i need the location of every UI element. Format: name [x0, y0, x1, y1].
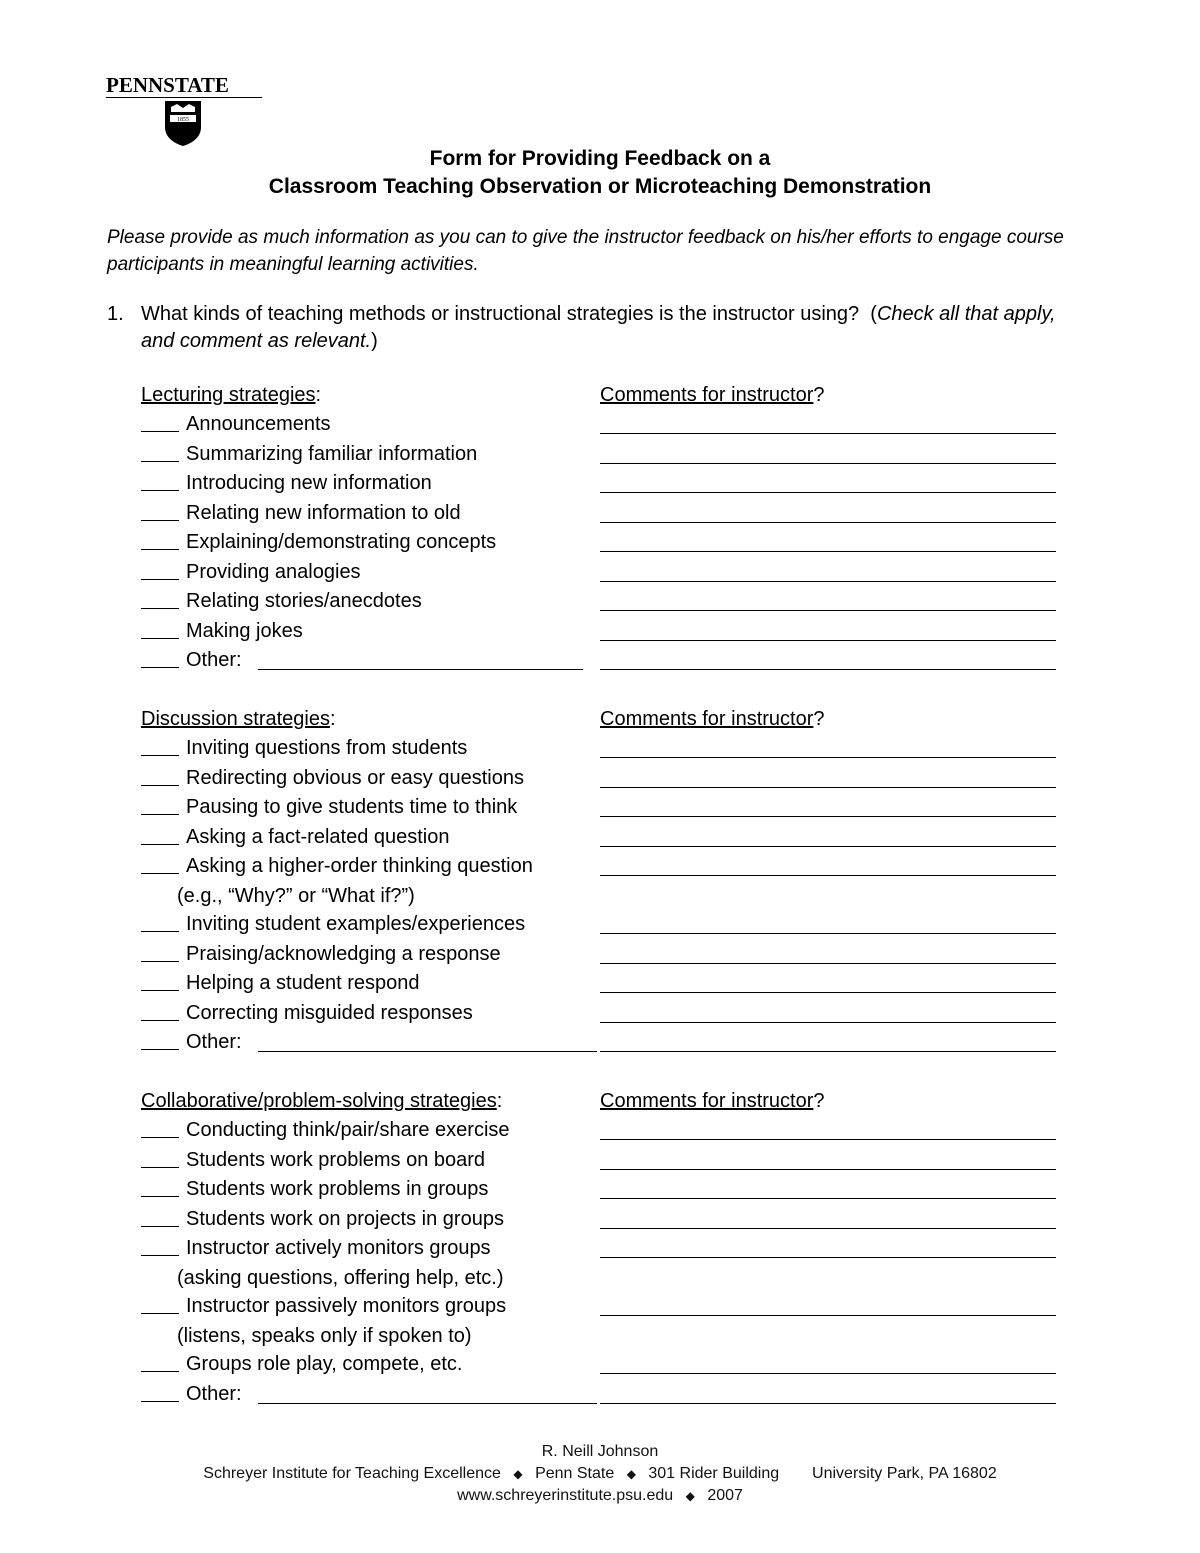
- section-heading: [141, 706, 336, 732]
- comment-line[interactable]: [600, 757, 1056, 758]
- strategy-label: Asking a fact-related question: [186, 825, 450, 848]
- comments-heading: [600, 706, 825, 732]
- shield-icon: [163, 99, 203, 147]
- comments-heading: [600, 1088, 825, 1114]
- check-blank[interactable]: [141, 1255, 179, 1256]
- question-number: 1.: [107, 303, 124, 325]
- comment-line[interactable]: [600, 963, 1056, 964]
- comment-line[interactable]: [600, 1051, 1056, 1052]
- footer-year: 2007: [707, 1487, 743, 1504]
- strategy-label: Other:: [186, 1031, 242, 1053]
- question-text: [141, 301, 1081, 355]
- check-blank[interactable]: [141, 1020, 179, 1021]
- question-prompt: What kinds of teaching methods or instructional strategies is the instructor using?: [141, 303, 860, 325]
- strategy-label: Inviting student examples/experiences: [186, 913, 526, 935]
- checklist-row: [141, 735, 1056, 764]
- question-paren-open: (: [870, 303, 877, 325]
- check-blank[interactable]: [141, 931, 179, 932]
- comment-line[interactable]: [600, 992, 1056, 993]
- section-heading: [141, 1088, 502, 1114]
- checklist-row: [141, 1381, 1056, 1410]
- checklist-row: [141, 794, 1056, 823]
- strategy-label: Helping a student respond: [186, 972, 420, 994]
- strategy-label: Instructor passively monitors groups: [186, 1295, 507, 1317]
- checklist-row: [141, 1000, 1056, 1029]
- strategy-label: Other:: [186, 649, 242, 671]
- question-instruction: Check all that apply, and comment as relevant.: [141, 303, 1056, 352]
- section-heading-colon: :: [315, 384, 322, 406]
- check-blank[interactable]: [141, 1167, 179, 1168]
- checklist-row: [141, 1293, 1056, 1322]
- check-blank[interactable]: [141, 785, 179, 786]
- comment-line[interactable]: [600, 1228, 1056, 1229]
- comments-heading-text: Comments for instructor: [600, 384, 814, 406]
- check-blank[interactable]: [141, 1196, 179, 1197]
- penn-state-logo: [106, 73, 262, 123]
- intro-text: Please provide as much information as you can to give the instructor feedback on his/her efforts to engage course participants in meaningful learning activities.: [107, 227, 1064, 275]
- section-heading-colon: :: [329, 708, 336, 730]
- strategy-label: Explaining/demonstrating concepts: [186, 531, 497, 553]
- checklist-row: [141, 411, 1056, 440]
- checklist-row: [141, 1147, 1056, 1176]
- strategy-label: Pausing to give students time to think: [186, 796, 518, 818]
- seal-year: 1855: [177, 117, 189, 123]
- strategy-label: Inviting questions from students: [186, 737, 468, 759]
- section-heading-text: Discussion strategies: [141, 708, 330, 730]
- footer-website[interactable]: www.schreyerinstitute.psu.edu: [457, 1487, 674, 1504]
- check-blank[interactable]: [141, 579, 179, 580]
- other-write-in-line[interactable]: [258, 1403, 597, 1404]
- check-blank[interactable]: [141, 431, 179, 432]
- footer-separator: ◆: [513, 1467, 523, 1481]
- comments-heading: [600, 382, 825, 408]
- check-blank[interactable]: [141, 755, 179, 756]
- checklist-row: [141, 1029, 1056, 1058]
- footer-separator: ◆: [685, 1489, 695, 1503]
- comment-line[interactable]: [600, 1169, 1056, 1170]
- check-blank[interactable]: [141, 667, 179, 668]
- comment-line[interactable]: [600, 816, 1056, 817]
- other-write-in-line[interactable]: [258, 1051, 597, 1052]
- check-blank[interactable]: [141, 1371, 179, 1372]
- checklist-row: [141, 824, 1056, 853]
- comments-heading-mark: ?: [813, 1090, 825, 1112]
- footer-location: University Park, PA 16802: [812, 1465, 997, 1482]
- check-blank[interactable]: [141, 814, 179, 815]
- checklist-row: [141, 1206, 1056, 1235]
- strategy-label: Students work problems in groups: [186, 1178, 489, 1200]
- comment-line[interactable]: [600, 1257, 1056, 1258]
- footer-institute: Schreyer Institute for Teaching Excellence: [203, 1465, 501, 1482]
- strategy-label: Groups role play, compete, etc.: [186, 1353, 463, 1375]
- footer-web: [0, 1485, 1200, 1507]
- comments-heading-text: Comments for instructor: [600, 708, 814, 730]
- comment-line[interactable]: [600, 522, 1056, 523]
- footer-separator: ◆: [626, 1467, 636, 1481]
- strategy-label-continuation: (listens, speaks only if spoken to): [177, 1324, 472, 1347]
- other-write-in-line[interactable]: [258, 669, 583, 670]
- strategy-label: Providing analogies: [186, 560, 361, 583]
- check-blank[interactable]: [141, 1226, 179, 1227]
- checklist-row: [141, 765, 1056, 794]
- check-blank[interactable]: [141, 638, 179, 639]
- strategy-label-continuation: (e.g., “Why?” or “What if?”): [177, 884, 415, 907]
- comment-line[interactable]: [600, 669, 1056, 670]
- checklist-row: [141, 970, 1056, 999]
- strategy-label: Asking a higher-order thinking question: [186, 855, 533, 877]
- strategy-label: Conducting think/pair/share exercise: [186, 1119, 510, 1141]
- footer-university: Penn State: [535, 1465, 615, 1482]
- checklist-row: [141, 588, 1056, 617]
- strategy-label: Instructor actively monitors groups: [186, 1237, 491, 1259]
- comment-line[interactable]: [600, 1373, 1056, 1374]
- comment-line[interactable]: [600, 933, 1056, 934]
- strategy-label: Relating new information to old: [186, 501, 461, 524]
- section-heading-text: Lecturing strategies: [141, 384, 316, 406]
- check-blank[interactable]: [141, 961, 179, 962]
- strategy-label: Students work problems on board: [186, 1148, 486, 1171]
- checklist-row: [141, 529, 1056, 558]
- strategy-label: Correcting misguided responses: [186, 1001, 473, 1024]
- checklist-row: [141, 1176, 1056, 1205]
- comment-line[interactable]: [600, 846, 1056, 847]
- page-title-line1: Form for Providing Feedback on a: [429, 147, 771, 170]
- check-blank[interactable]: [141, 549, 179, 550]
- comment-line[interactable]: [600, 640, 1056, 641]
- comment-line[interactable]: [600, 787, 1056, 788]
- section-heading: [141, 382, 321, 408]
- comment-line[interactable]: [600, 1315, 1056, 1316]
- check-blank[interactable]: [141, 990, 179, 991]
- checklist-row: [141, 1351, 1056, 1380]
- strategy-label: Summarizing familiar information: [186, 442, 478, 465]
- strategy-label: Redirecting obvious or easy questions: [186, 766, 524, 789]
- comment-line[interactable]: [600, 492, 1056, 493]
- footer-building: 301 Rider Building: [648, 1465, 780, 1482]
- comment-line[interactable]: [600, 1198, 1056, 1199]
- checklist-row: [141, 1117, 1056, 1146]
- strategy-label-continuation: (asking questions, offering help, etc.): [177, 1266, 504, 1289]
- logo-wordmark: PENNSTATE: [106, 74, 262, 98]
- comments-heading-text: Comments for instructor: [600, 1090, 814, 1112]
- question-paren-close: ): [371, 330, 378, 352]
- check-blank[interactable]: [141, 1049, 179, 1050]
- check-blank[interactable]: [141, 844, 179, 845]
- check-blank[interactable]: [141, 873, 179, 874]
- check-blank[interactable]: [141, 1401, 179, 1402]
- comment-line[interactable]: [600, 1139, 1056, 1140]
- section-heading-text: Collaborative/problem-solving strategies: [141, 1090, 497, 1112]
- comment-line[interactable]: [600, 1403, 1056, 1404]
- strategy-label: Announcements: [186, 413, 331, 435]
- comment-line[interactable]: [600, 581, 1056, 582]
- strategy-label: Praising/acknowledging a response: [186, 942, 501, 965]
- checklist-row: [141, 500, 1056, 529]
- checklist-row: [141, 470, 1056, 499]
- section-heading-colon: :: [496, 1090, 503, 1112]
- checklist-row: [141, 441, 1056, 470]
- page-title-line2: Classroom Teaching Observation or Microteaching Demonstration: [268, 175, 932, 198]
- comment-line[interactable]: [600, 875, 1056, 876]
- footer-address: [0, 1463, 1200, 1485]
- checklist-row: [141, 559, 1056, 588]
- checklist-row: [141, 647, 1056, 676]
- comment-line[interactable]: [600, 463, 1056, 464]
- check-blank[interactable]: [141, 520, 179, 521]
- strategy-label: Students work on projects in groups: [186, 1207, 504, 1230]
- strategy-label: Relating stories/anecdotes: [186, 590, 422, 612]
- strategy-label: Introducing new information: [186, 472, 432, 494]
- comment-line[interactable]: [600, 610, 1056, 611]
- check-blank[interactable]: [141, 1313, 179, 1314]
- comment-line[interactable]: [600, 1022, 1056, 1023]
- checklist-row: [141, 1235, 1056, 1264]
- comment-line[interactable]: [600, 433, 1056, 434]
- footer-author: R. Neill Johnson: [541, 1443, 659, 1460]
- check-blank[interactable]: [141, 461, 179, 462]
- strategy-label: Making jokes: [186, 619, 303, 642]
- check-blank[interactable]: [141, 490, 179, 491]
- check-blank[interactable]: [141, 1137, 179, 1138]
- comment-line[interactable]: [600, 551, 1056, 552]
- strategy-label: Other:: [186, 1382, 242, 1405]
- checklist-row: [141, 911, 1056, 940]
- checklist-row: [141, 853, 1056, 882]
- checklist-row: [141, 618, 1056, 647]
- checklist-row: [141, 941, 1056, 970]
- comments-heading-mark: ?: [813, 384, 825, 406]
- comments-heading-mark: ?: [813, 708, 825, 730]
- check-blank[interactable]: [141, 608, 179, 609]
